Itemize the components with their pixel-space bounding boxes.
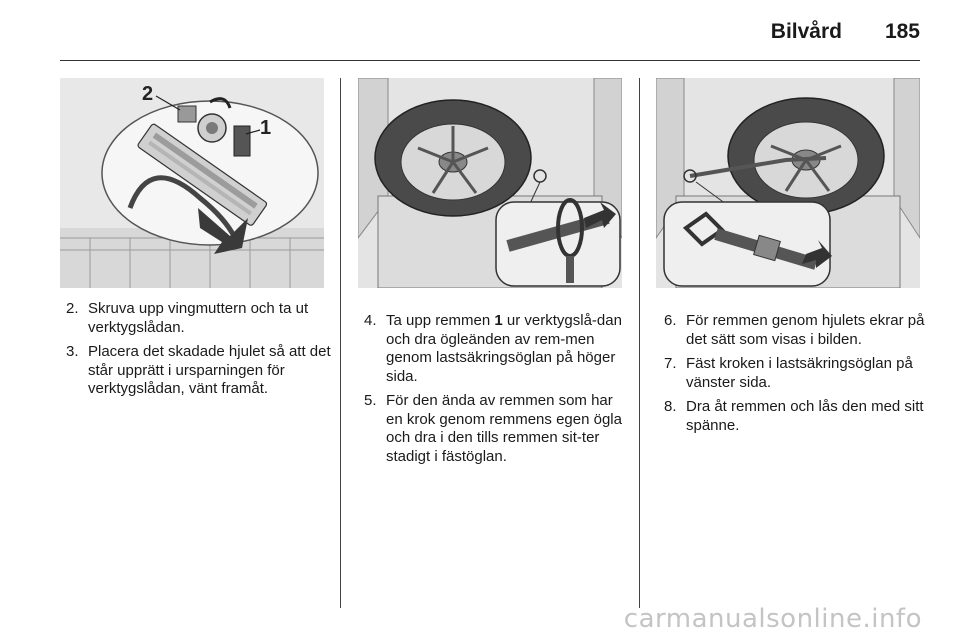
header-rule: [60, 60, 920, 61]
column-divider-1: [340, 78, 341, 608]
step-number: 6.: [664, 312, 677, 329]
section-title: Bilvård: [770, 20, 842, 43]
steps-column-1: [62, 300, 332, 405]
step-item: [62, 343, 332, 399]
step-text: Placera det skadade hjulet så att det står upprätt i ursparningen för verktygslådan, vänt framåt.: [88, 343, 331, 397]
step-text: Skruva upp vingmuttern och ta ut verktygslådan.: [88, 300, 309, 336]
step-text-post: ur verktygslå-dan och dra ögleänden av rem-men genom lastsäkringsöglan på höger sida.: [386, 312, 622, 385]
steps-column-3: [660, 312, 930, 441]
step-number: 7.: [664, 355, 677, 372]
page-number: 185: [884, 20, 920, 43]
step-text: För remmen genom hjulets ekrar på det sätt som visas i bilden.: [686, 312, 925, 348]
step-text-pre: Ta upp remmen: [386, 312, 495, 329]
step-text-bold: 1: [494, 312, 503, 329]
step-text: Fäst kroken i lastsäkringsöglan på vänster sida.: [686, 355, 913, 391]
step-number: 8.: [664, 398, 677, 415]
figure-callout-1: 1: [260, 117, 272, 139]
step-text: För den ända av remmen som har en krok genom remmens egen ögla och dra i den tills remmen sit-ter stadigt i fästöglan.: [386, 392, 622, 465]
step-item: [360, 312, 630, 386]
figure-strap-right: [358, 78, 622, 288]
step-item: [660, 312, 930, 349]
step-number: 2.: [66, 300, 79, 317]
step-number: 5.: [364, 392, 377, 409]
step-number: 3.: [66, 343, 79, 360]
strap-left-illustration: [656, 78, 920, 288]
step-item: [660, 398, 930, 435]
watermark: carmanualsonline.info: [623, 604, 922, 634]
figure-callout-2: 2: [142, 83, 154, 105]
column-divider-2: [639, 78, 640, 608]
steps-column-2: [360, 312, 630, 472]
figure-strap-left: [656, 78, 920, 288]
step-item: [62, 300, 332, 337]
page-header: [0, 0, 960, 62]
step-item: [660, 355, 930, 392]
strap-right-illustration: [358, 78, 622, 288]
step-item: [360, 392, 630, 466]
toolbox-illustration: [60, 78, 324, 288]
step-text: Dra åt remmen och lås den med sitt spänne.: [686, 398, 924, 434]
step-number: 4.: [364, 312, 377, 329]
figure-toolbox: [60, 78, 324, 288]
